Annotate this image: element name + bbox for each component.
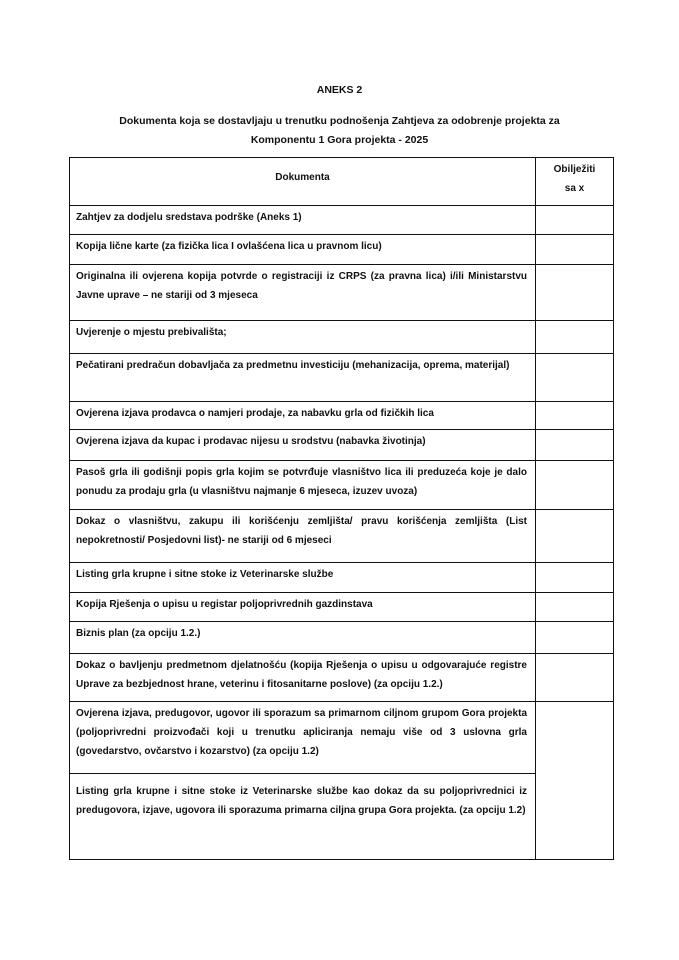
mark-cell[interactable]: [536, 702, 614, 860]
subtitle-line-2: Komponentu 1 Gora projekta - 2025: [250, 134, 429, 146]
mark-cell[interactable]: [536, 235, 614, 265]
table-row: [70, 654, 614, 702]
document-cell: Biznis plan (za opciju 1.2.): [70, 622, 536, 654]
document-cell: Dokaz o bavljenju predmetnom djelatnošću (kopija Rješenja o upisu u odgovarajuće registre Uprave za bezbjednost hrane, veterinu i fitosanitarne poslove) (za opciju 1.2.): [70, 654, 536, 702]
annex-heading: ANEKS 2: [316, 84, 363, 96]
document-subtitle: [0, 112, 679, 150]
mark-cell[interactable]: [536, 354, 614, 402]
header-mark-line-1: Obilježiti: [553, 164, 596, 175]
table-row: [70, 510, 614, 563]
mark-cell[interactable]: [536, 461, 614, 510]
document-cell: Dokaz o vlasništvu, zakupu ili korišćenju zemljišta/ pravu korišćenja zemljišta (List nepokretnosti/ Posjedovni list)- ne stariji od 6 mjeseci: [70, 510, 536, 563]
header-documents: Dokumenta: [70, 158, 536, 206]
mark-cell[interactable]: [536, 563, 614, 593]
mark-cell[interactable]: [536, 510, 614, 563]
document-cell: Pasoš grla ili godišnji popis grla kojim se potvrđuje vlasništvo lica ili preduzeća koje je dalo ponudu za prodaju grla (u vlasništvu najmanje 6 mjeseca, izuzev uvoza): [70, 461, 536, 510]
table-row: [70, 593, 614, 622]
table-row: [70, 235, 614, 265]
document-cell: Ovjerena izjava da kupac i prodavac nijesu u srodstvu (nabavka životinja): [70, 430, 536, 461]
document-cell: Listing grla krupne i sitne stoke iz Veterinarske službe: [70, 563, 536, 593]
table-row: [70, 402, 614, 430]
table-row: [70, 354, 614, 402]
mark-cell[interactable]: [536, 622, 614, 654]
document-cell: Kopija Rješenja o upisu u registar poljoprivrednih gazdinstava: [70, 593, 536, 622]
mark-cell[interactable]: [536, 654, 614, 702]
mark-cell[interactable]: [536, 265, 614, 321]
header-mark-line-2: sa x: [564, 183, 585, 194]
document-cell: Ovjerena izjava, predugovor, ugovor ili sporazum sa primarnom ciljnom grupom Gora projekta (poljoprivredni proizvođači koji u trenutku apliciranja nemaju više od 3 uslovna grla (govedarstvo, ovčarstvo i kozarstvo) (za opciju 1.2): [70, 702, 536, 774]
document-cell: Pečatirani predračun dobavljača za predmetnu investiciju (mehanizacija, oprema, materijal): [70, 354, 536, 402]
document-cell: Kopija lične karte (za fizička lica I ovlašćena lica u pravnom licu): [70, 235, 536, 265]
table-row: [70, 265, 614, 321]
documents-checklist-table: [69, 157, 614, 860]
mark-cell[interactable]: [536, 402, 614, 430]
table-header-row: [70, 158, 614, 206]
document-cell: Originalna ili ovjerena kopija potvrde o registraciji iz CRPS (za pravna lica) i/ili Ministarstvu Javne uprave – ne stariji od 3 mjeseca: [70, 265, 536, 321]
table-row: [70, 702, 614, 774]
table-row: [70, 563, 614, 593]
subtitle-line-1: Dokumenta koja se dostavljaju u trenutku podnošenja Zahtjeva za odobrenje projekta za: [119, 115, 560, 127]
table-row: [70, 774, 614, 860]
table-row: [70, 461, 614, 510]
document-cell: Listing grla krupne i sitne stoke iz Veterinarske službe kao dokaz da su poljoprivrednici iz predugovora, izjave, ugovora ili sporazuma primarna ciljna grupa Gora projekta. (za opciju 1.2): [70, 774, 536, 860]
mark-cell[interactable]: [536, 321, 614, 354]
document-cell: Ovjerena izjava prodavca o namjeri prodaje, za nabavku grla od fizičkih lica: [70, 402, 536, 430]
mark-cell[interactable]: [536, 206, 614, 235]
table-row: [70, 430, 614, 461]
mark-cell[interactable]: [536, 430, 614, 461]
header-mark-with-x: [536, 158, 614, 206]
mark-cell[interactable]: [536, 593, 614, 622]
table-row: [70, 321, 614, 354]
table-row: [70, 206, 614, 235]
document-cell: Uvjerenje o mjestu prebivališta;: [70, 321, 536, 354]
document-cell: Zahtjev za dodjelu sredstava podrške (Aneks 1): [70, 206, 536, 235]
table-row: [70, 622, 614, 654]
